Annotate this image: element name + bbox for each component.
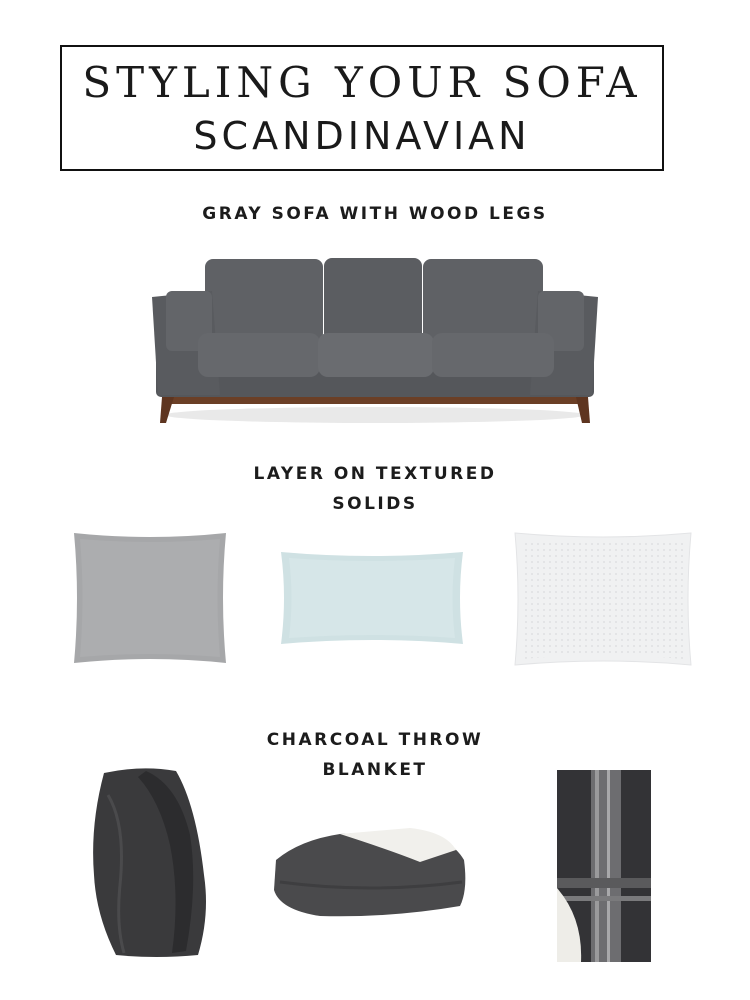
throw-heading-line-2: BLANKET: [322, 760, 428, 780]
white-textured-pillow-image: [511, 529, 695, 669]
plaid-sherpa-throw-image: [553, 768, 655, 966]
mint-lumbar-pillow-image: [277, 546, 467, 650]
sofa-heading-text: GRAY SOFA WITH WOOD LEGS: [202, 204, 548, 224]
pillows-heading-line-1: LAYER ON TEXTURED: [253, 464, 497, 484]
throw-heading-line-1: CHARCOAL THROW: [266, 730, 484, 750]
sofa-image: [150, 255, 600, 427]
pillows-heading: [0, 459, 750, 519]
title-line-2: SCANDINAVIAN: [193, 114, 531, 158]
title-box: [60, 45, 664, 171]
sofa-heading: [0, 199, 750, 229]
title-line-1: STYLING YOUR SOFA: [82, 58, 642, 107]
folded-sherpa-throw-image: [270, 820, 470, 920]
gray-pillow-image: [70, 529, 230, 667]
pillows-heading-line-2: SOLIDS: [332, 494, 418, 514]
charcoal-mohair-throw-image: [86, 765, 216, 960]
